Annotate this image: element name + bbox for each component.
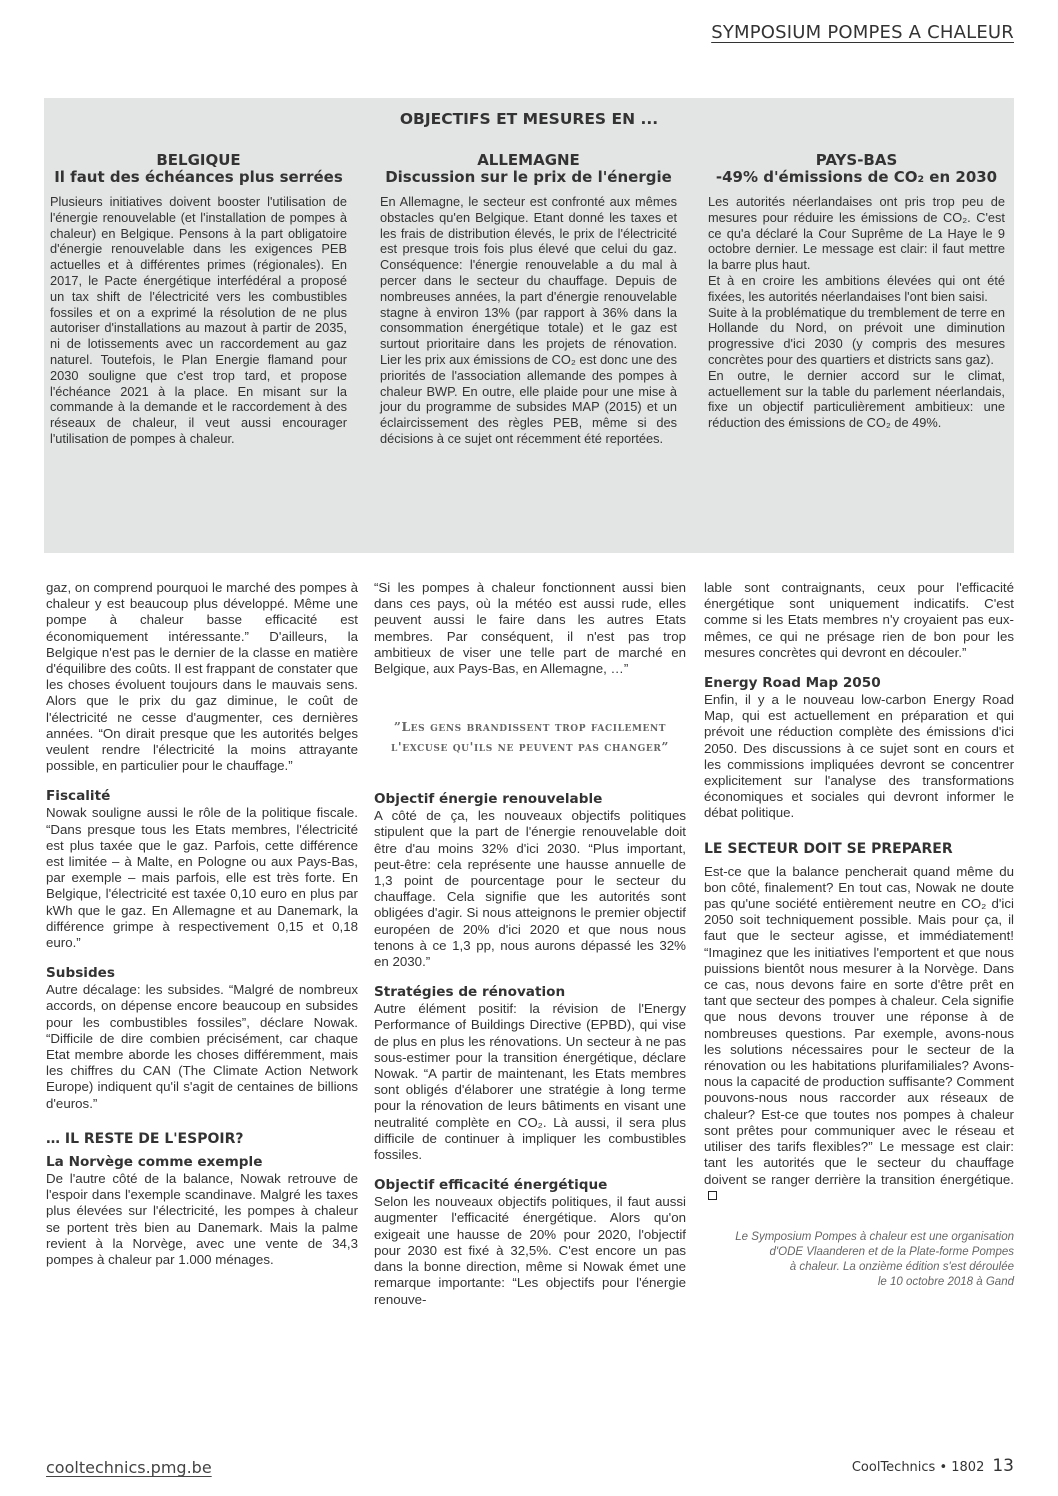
page-number: 13 [992, 1456, 1014, 1476]
country-name: PAYS-BAS [815, 151, 898, 169]
paragraph: Suite à la problématique du tremblement de terre en Hollande du Nord, on prévoit une diminution progressive d'ici 2030 (y compris des mesures concrètes pour des quartiers et districts sans gaz). [708, 304, 1005, 367]
subheading-renovation: Stratégies de rénovation [374, 984, 566, 1001]
note-line: d'ODE Vlaanderen et de la Plate-forme Pompes [769, 1245, 1014, 1258]
section-header: SYMPOSIUM POMPES A CHALEUR [711, 22, 1014, 43]
article-column-1 [46, 580, 358, 1268]
column-text [708, 194, 1005, 431]
section-heading-secteur: LE SECTEUR DOIT SE PREPARER [704, 840, 953, 857]
column-subtitle: Discussion sur le prix de l'énergie [385, 168, 672, 186]
magazine-issue: CoolTechnics • 1802 [851, 1460, 985, 1475]
column-subtitle: -49% d'émissions de CO₂ en 2030 [715, 168, 998, 186]
article-column-2 [374, 580, 686, 1308]
section-heading-espoir: … IL RESTE DE L'ESPOIR? [46, 1130, 244, 1147]
box-column-pays-bas [708, 152, 1005, 431]
box-column-heading [380, 152, 677, 186]
paragraph [704, 864, 1014, 1204]
article-column-3 [704, 580, 1014, 1290]
paragraph: Les autorités néerlandaises ont pris trop peu de mesures pour réduire les émissions de CO₂. C'est ce qu'a déclaré la Cour Suprême de La Haye le 9 octobre dernier. Le message est clair: il faut mettre la barre plus haut. [708, 194, 1005, 273]
paragraph: “Si les pompes à chaleur fonctionnent aussi bien dans ces pays, où la météo est aussi rude, elles peuvent aussi le faire dans les autres Etats membres. Par conséquent, il n'est pas trop ambitieux de viser une telle part de marché en Belgique, aux Pays-Bas, en Allemagne, …” [374, 580, 686, 677]
paragraph: gaz, on comprend pourquoi le marché des pompes à chaleur y est beaucoup plus développé. Même une pompe à chaleur basse efficacité est économiquement intéressante.” D'ailleurs, la Belgique n'est pas le dernier de la classe en matière d'équilibre des coûts. Il est frappant de constater que les choses évoluent toujours dans le mauvais sens. Alors que le prix du gaz diminue, le coût de l'électricité ne cesse d'augmenter, ces dernières années. “On dirait presque que les autorités belges veulent rendre l'électricité la moins attrayante possible, en particulier pour le chauffage.” [46, 580, 358, 774]
subheading-fiscalite: Fiscalité [46, 788, 111, 805]
column-text: En Allemagne, le secteur est confronté aux mêmes obstacles qu'en Belgique. Etant donné les taxes et les frais de distribution élevés, le prix de l'électricité est presque trois fois plus élevé que celui du gaz. Conséquence: l'énergie renouvelable a du mal à percer dans le secteur du chauffage. Depuis de nombreuses années, la part d'énergie renouvelable stagne à environ 13% (par rapport à 36% dans la consommation énergétique totale) et le gaz est surtout prioritaire dans les projets de rénovation. Lier les prix aux émissions de CO₂ est donc une des priorités de l'association allemande des pompes à chaleur BWP. En outre, elle plaide pour une mise à jour du programme de subsides MAP (2015) et un éclaircissement des règles PEB, même si des décisions à ce sujet ont récemment été reportées. [380, 194, 677, 446]
pull-quote: ”Les gens brandissent trop facilement l'excuse qu'ils ne peuvent pas changer” [390, 720, 670, 755]
box-column-allemagne [380, 152, 677, 447]
subheading-norvege: La Norvège comme exemple [46, 1153, 263, 1170]
paragraph: lable sont contraignants, ceux pour l'efficacité énergétique sont uniquement indicatifs. C'est comme si les Etats membres n'y croyaient pas eux-mêmes, ce qui ne présage rien de bon pour les mesures concrètes qui devront en découler.” [704, 580, 1014, 660]
column-text: Plusieurs initiatives doivent booster l'utilisation de l'énergie renouvelable (et l'installation de pompes à chaleur) en Belgique. Pensons à la part obligatoire d'énergie renouvelable dans les exigences PEB actuelles et à différentes primes (régionales). En 2017, le Pacte énergétique interfédéral a proposé un tax shift de l'électricité vers les combustibles fossiles et on a exprimé la résolution de ne plus autoriser d'installations au mazout à partir de 2035, ni de lotissements avec un raccordement au gaz naturel. Toutefois, le Plan Energie flamand pour 2030 souligne que c'est trop tard, et propose l'échéance 2021 à la place. En misant sur la commande à la demande et le raccordement à des réseaux de chaleur, il veut aussi encourager l'utilisation de pompes à chaleur. [50, 194, 347, 446]
subheading-renouvelable: Objectif énergie renouvelable [374, 791, 603, 808]
paragraph: Autre élément positif: la révision de l'Energy Performance of Buildings Directive (EPBD), qui vise de plus en plus les rénovations. Un secteur à ne pas sous-estimer pour la transition énergétique, déclare Nowak. “A partir de maintenant, les Etats membres sont obligés d'élaborer une stratégie à long terme pour la rénovation de leurs bâtiments en visant une neutralité complète en CO₂. Là aussi, il sera plus difficile de continuer à impliquer les combustibles fossiles. [374, 1001, 686, 1163]
paragraph: En outre, le dernier accord sur le climat, actuellement sur la table du parlement néerlandais, fixe un objectif particulièrement ambitieux: une réduction des émissions de CO₂ de 49%. [708, 367, 1005, 431]
column-subtitle: Il faut des échéances plus serrées [54, 168, 343, 186]
paragraph: Selon les nouveaux objectifs politiques, il faut aussi augmenter l'efficacité énergétique. Alors qu'on exigeait une hausse de 20% pour 2020, l'objectif pour 2030 est fixé à 32,5%. C'est encore un pas dans la bonne direction, même si Nowak émet une remarque importante: “Les objectifs pour l'énergie renouve- [374, 1194, 686, 1307]
note-line: Le Symposium Pompes à chaleur est une organisation [735, 1230, 1014, 1243]
subheading-roadmap: Energy Road Map 2050 [704, 675, 881, 692]
country-name: BELGIQUE [156, 151, 241, 169]
paragraph: Nowak souligne aussi le rôle de la politique fiscale. “Dans presque tous les Etats membres, l'électricité est plus taxée que le gaz. Parfois, cette différence est limitée – à Malte, en Pologne ou aux Pays-Bas, par exemple – mais parfois, elle est très forte. En Belgique, l'électricité est taxée 0,10 euro en plus par kWh que le gaz. En Allemagne et au Danemark, la différence grimpe à respectivement 0,15 et 0,18 euro.” [46, 805, 358, 951]
note-line: à chaleur. La onzième édition s'est déroulée [789, 1260, 1014, 1273]
paragraph: Enfin, il y a le nouveau low-carbon Energy Road Map, qui est actuellement en préparation et qui prévoit une réduction complète des émissions d'ici 2050. Des discussions à ce sujet sont en cours et les commissions impliquées devront se concentrer explicitement sur l'analyse des transformations économiques et sociales qui devront informer le débat politique. [704, 692, 1014, 821]
page-footer [852, 1456, 1014, 1476]
paragraph: Et à en croire les ambitions élevées qui ont été fixées, les autorités néerlandaises l'ont bien saisi. [708, 272, 1005, 304]
objectives-box [44, 98, 1014, 553]
box-column-belgique [50, 152, 347, 447]
box-column-heading [708, 152, 1005, 186]
paragraph: De l'autre côté de la balance, Nowak retrouve de l'espoir dans l'exemple scandinave. Malgré les taxes plus élevées sur l'électricité, les pompes à chaleur se portent très bien au Danemark. Mais la palme revient à la Norvège, avec une vente de 34,3 pompes à chaleur par 1.000 ménages. [46, 1170, 358, 1267]
note-line: le 10 octobre 2018 à Gand [877, 1275, 1014, 1288]
paragraph: A côté de ça, les nouveaux objectifs politiques stipulent que la part de l'énergie renouvelable doit être d'au moins 32% d'ici 2030. “Plus important, peut-être: cela représente une hausse annuelle de 1,3 point de pourcentage pour le secteur du chauffage. Cela signifie que les autorités sont obligées d'agir. Si nous atteignons le premier objectif européen de 20% d'ici 2020 et que nous nous tenons à ce 1,3 pp, nous aurons dépassé les 32% en 2030.” [374, 808, 686, 970]
subheading-subsides: Subsides [46, 965, 115, 982]
end-of-article-icon [708, 1191, 717, 1200]
box-title: OBJECTIFS ET MESURES EN ... [399, 110, 659, 128]
paragraph: Autre décalage: les subsides. “Malgré de nombreux accords, on dépense encore beaucoup en subsides pour les combustibles fossiles”, déclare Nowak. “Difficile de dire combien précisément, car chaque Etat membre aborde les choses différemment, mais les chiffres du CAN (The Climate Action Network Europe) indiquent qu'il s'agit de centaines de billions d'euros.” [46, 982, 358, 1111]
website-link[interactable]: cooltechnics.pmg.be [46, 1458, 212, 1477]
box-column-heading [50, 152, 347, 186]
credit-note [704, 1230, 1014, 1290]
subheading-efficacite: Objectif efficacité énergétique [374, 1177, 608, 1194]
country-name: ALLEMAGNE [477, 151, 580, 169]
paragraph-text: Est-ce que la balance pencherait quand même du bon côté, finalement? En tout cas, Nowak ne doute pas qu'une société entièrement neutre en CO₂ d'ici 2050 soit techniquement possible. Mais pour ça, il faut que le secteur agisse, et immédiatement! “Imaginez que les initiatives l'emportent et que nous puissions bientôt nous mesurer à la Norvège. Dans ce cas, nous devons faire en sorte d'être prêt en tant que secteur des pompes à chaleur. Cela signifie que nous devons trouver une réponse à de nombreuses questions. Par exemple, avons-nous les solutions nécessaires pour le secteur de la rénovation ou les habitations plurifamiliales? Avons-nous la capacité de production suffisante? Comment pouvons-nous nous raccorder aux réseaux de chaleur? Est-ce que toutes nos pompes à chaleur sont prêtes pour communiquer avec le réseau et utiliser des tarifs flexibles?” Le message est clair: tant les autorités que le secteur du chauffage doivent se ranger derrière la transition énergétique. [704, 863, 1014, 1187]
